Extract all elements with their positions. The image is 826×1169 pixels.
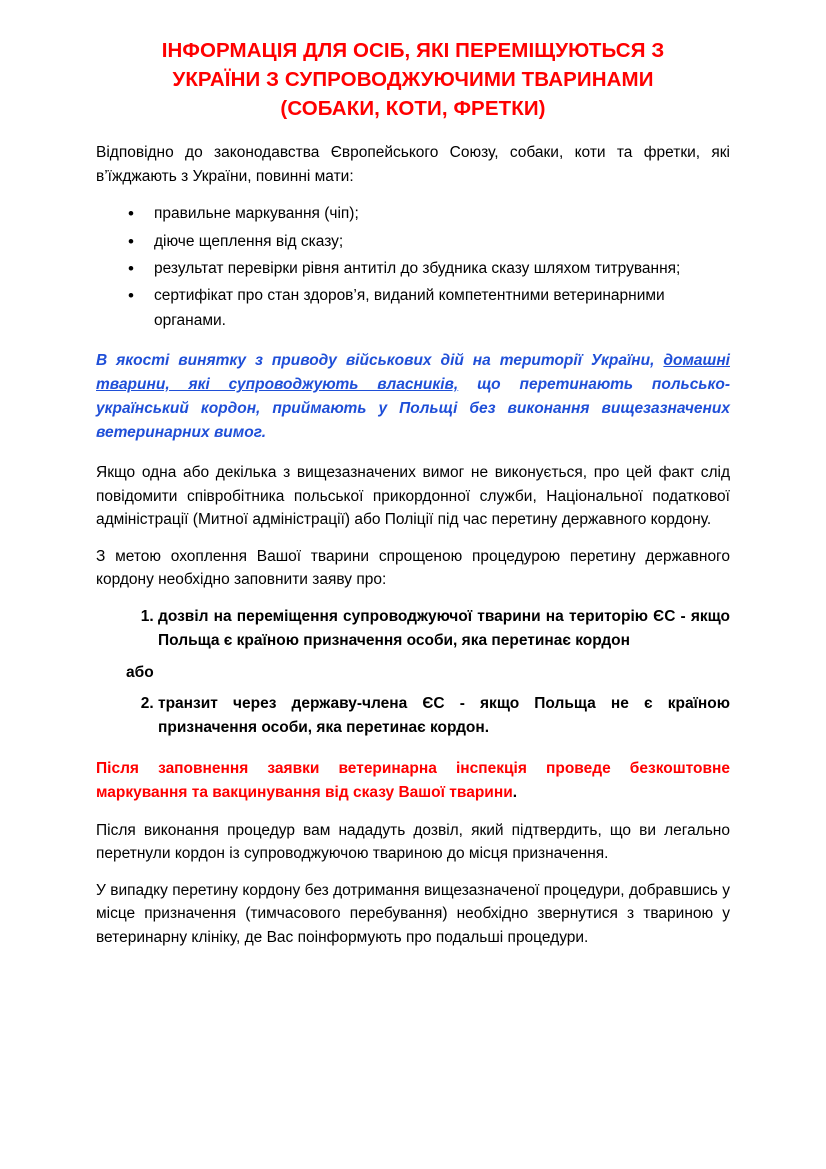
list-item: • результат перевірки рівня антитіл до збудника сказу шляхом титрування;: [154, 256, 730, 281]
red-notice: [96, 757, 730, 805]
list-item: 2. транзит через державу-члена ЄС - якщо Польща не є країною призначення особи, яка перетинає кордон.: [158, 692, 730, 741]
exception-note-part2: що перетинають польсько-український кордон, приймають у Польщі без виконання вищезазначених ветеринарних вимог.: [96, 375, 730, 442]
exception-note-underlined: домашні тварини, які супроводжують власників,: [96, 351, 730, 393]
after-procedures-paragraph: Після виконання процедур вам нададуть дозвіл, який підтвердить, що ви легально перетнули кордон із супроводжуючою твариною до місця призначення.: [96, 821, 730, 863]
intro-paragraph: Відповідно до законодавства Європейського Союзу, собаки, коти та фретки, які в’їжджають з України, повинні мати:: [96, 144, 730, 185]
application-options-list-first: [96, 605, 730, 654]
exception-note-part1: В якості винятку з приводу військових дій на території України,: [96, 351, 655, 369]
application-options-list-second: [96, 692, 730, 741]
exception-note: [96, 349, 730, 445]
list-item: • сертифікат про стан здоров’я, виданий компетентними ветеринарними органами.: [154, 283, 730, 333]
noncompliance-paragraph: Якщо одна або декілька з вищезазначених вимог не виконується, про цей факт слід повідомити співробітника польської прикордонної служби, Національної податкової адміністрації (Митної адміністрації) або Поліції під час перетину державного кордону.: [96, 464, 730, 529]
page-title-line-2: УКРАЇНИ З СУПРОВОДЖУЮЧИМИ ТВАРИНАМИ: [172, 68, 654, 92]
simplified-procedure-paragraph: З метою охоплення Вашої тварини спрощеною процедурою перетину державного кордону необхідно заповнити заяву про:: [96, 547, 730, 589]
or-connector: або: [126, 663, 154, 681]
red-notice-tail: .: [512, 783, 518, 801]
list-item: 1. дозвіл на переміщення супроводжуючої тварини на територію ЄС - якщо Польща є країною призначення особи, яка перетинає кордон: [158, 605, 730, 654]
page-title-line-1: ІНФОРМАЦІЯ ДЛЯ ОСІБ, ЯКІ ПЕРЕМІЩУЮТЬСЯ З: [161, 39, 665, 62]
requirements-list: [96, 201, 730, 333]
page-title: [96, 36, 730, 123]
without-procedure-paragraph: У випадку перетину кордону без дотримання вищезазначеної процедури, добравшись у місце призначення (тимчасового перебування) необхідно звернутися з твариною у ветеринарну клініку, де Вас поінформують про подальші процедури.: [96, 881, 730, 946]
page-title-line-3: (СОБАКИ, КОТИ, ФРЕТКИ): [280, 97, 546, 121]
list-item: • діюче щеплення від сказу;: [154, 229, 730, 254]
list-item: • правильне маркування (чіп);: [154, 201, 730, 226]
red-notice-text: Після заповнення заявки ветеринарна інспекція проведе безкоштовне маркування та вакцинування від сказу Вашої тварини: [96, 759, 730, 801]
